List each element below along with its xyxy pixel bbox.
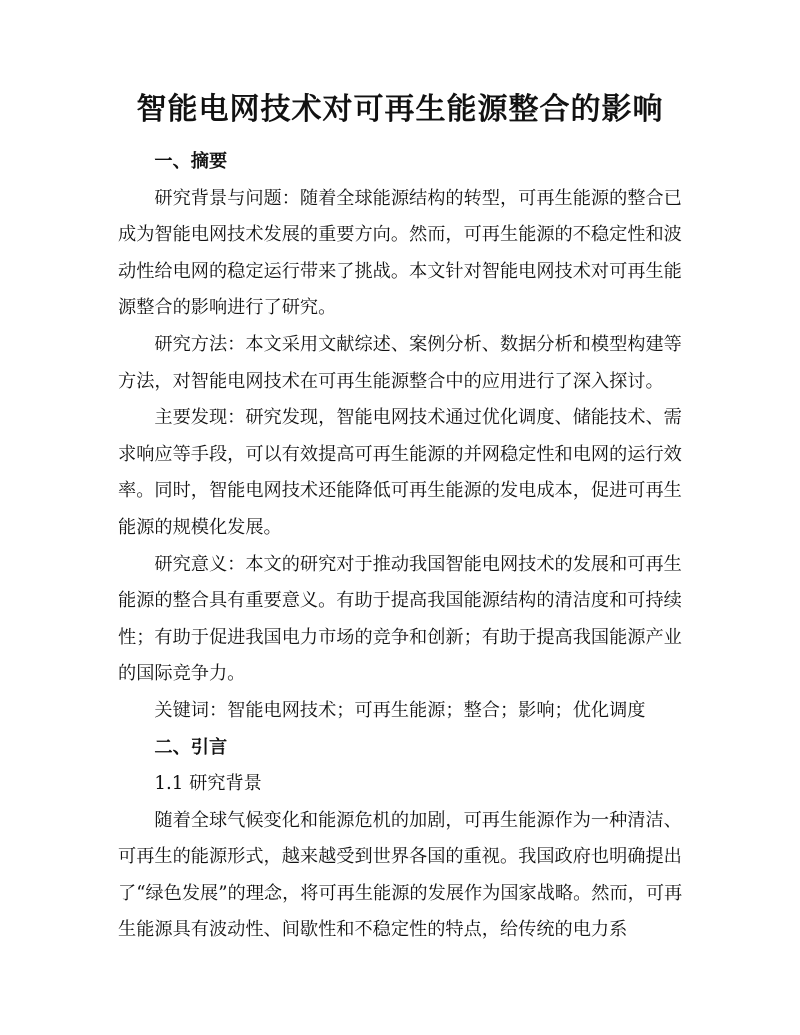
keywords-line: 关键词：智能电网技术；可再生能源；整合；影响；优化调度 xyxy=(154,699,646,721)
document-title: 智能电网技术对可再生能源整合的影响 xyxy=(136,92,664,127)
paragraph-significance: 研究意义：本文的研究对于推动我国智能电网技术的发展和可再生能源的整合具有重要意义。有助于提高我国能源结构的清洁度和可持续性；有助于促进我国电力市场的竞争和创新；有助于提高我国能源产业的国际竞争力。 xyxy=(118,553,682,685)
paragraph-methods: 研究方法：本文采用文献综述、案例分析、数据分析和模型构建等方法，对智能电网技术在可再生能源整合中的应用进行了深入探讨。 xyxy=(118,333,682,392)
section-heading-abstract: 一、摘要 xyxy=(154,151,228,172)
section-heading-introduction: 二、引言 xyxy=(154,736,228,758)
paragraph-findings: 主要发现：研究发现，智能电网技术通过优化调度、储能技术、需求响应等手段，可以有效提高可再生能源的并网稳定性和电网的运行效率。同时，智能电网技术还能降低可再生能源的发电成本，促进可再生能源的规模化发展。 xyxy=(118,407,682,538)
document-body xyxy=(118,144,684,949)
paragraph-intro: 随着全球气候变化和能源危机的加剧，可再生能源作为一种清洁、可再生的能源形式，越来越受到世界各国的重视。我国政府也明确提出了“绿色发展”的理念，将可再生能源的发展作为国家战略。然而，可再生能源具有波动性、间歇性和不稳定性的特点，给传统的电力系 xyxy=(118,809,683,941)
subsection-heading-background: 1.1 研究背景 xyxy=(154,773,262,795)
paragraph-background: 研究背景与问题：随着全球能源结构的转型，可再生能源的整合已成为智能电网技术发展的重要方向。然而，可再生能源的不稳定性和波动性给电网的稳定运行带来了挑战。本文针对智能电网技术对可再生能源整合的影响进行了研究。 xyxy=(118,187,682,319)
